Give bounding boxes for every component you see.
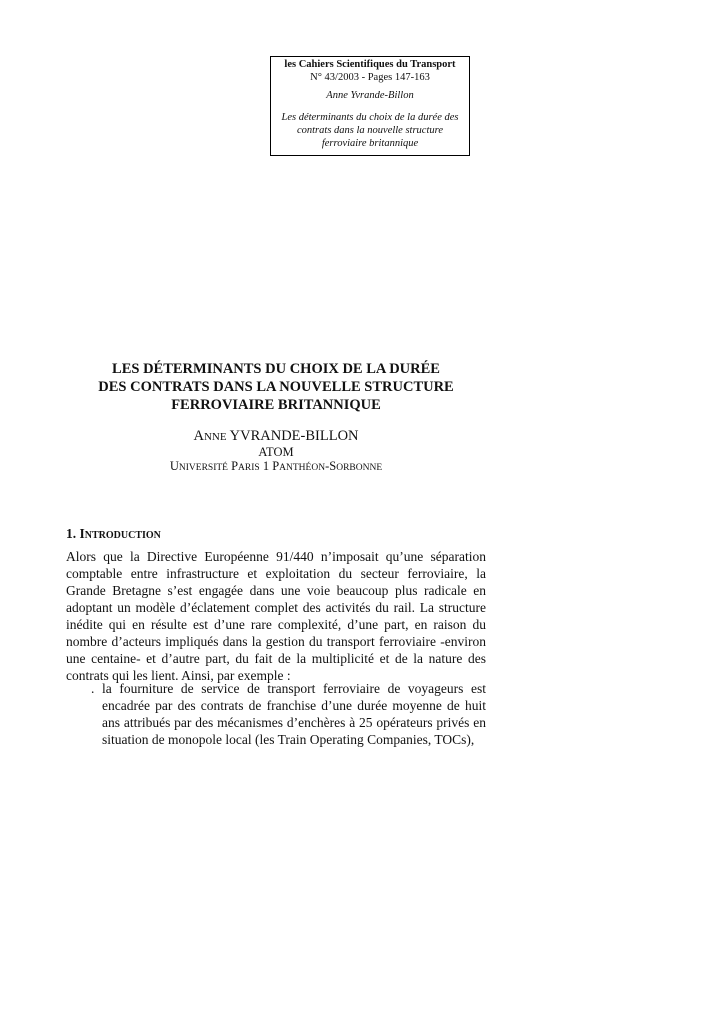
affil-part: 1 <box>259 459 273 473</box>
journal-info-box <box>270 56 470 156</box>
journal-box-title-line: contrats dans la nouvelle structure <box>296 125 443 136</box>
journal-box-title-line: Les déterminants du choix de la durée des <box>281 112 459 123</box>
author-last-name: YVRANDE-BILLON <box>226 428 359 444</box>
bullet-line: ans attribués par des mécanismes d’enchères à 25 opérateurs privés en <box>102 715 486 730</box>
author-first-rest: NNE <box>203 431 227 443</box>
section-title-initial: I <box>79 526 85 541</box>
journal-box-author: Anne Yvrande-Billon <box>326 90 414 101</box>
affil-part: ORBONNE <box>336 463 383 473</box>
journal-box-article-title <box>271 111 469 150</box>
affiliation-lab: ATOM <box>258 445 294 459</box>
bullet-item <box>92 680 486 748</box>
paragraph-line: inédite qui en résulte est d’une rare complexité, d’une part, en raison du <box>66 617 486 632</box>
paragraph-line: adoptant un modèle d’éclatement complet des activités du rail. La structure <box>66 600 486 615</box>
affil-part: U <box>169 459 179 473</box>
journal-box-title-line: ferroviaire britannique <box>321 138 419 149</box>
affil-part: P <box>227 459 239 473</box>
paragraph-line: contrats qui les lient. Ainsi, par exemple : <box>66 668 291 683</box>
bullet-line: la fourniture de service de transport ferroviaire de voyageurs est <box>102 681 486 696</box>
paragraph-line: comptable entre infrastructure et exploitation du secteur ferroviaire, la <box>66 566 486 581</box>
article-title-line: DES CONTRATS DANS LA NOUVELLE STRUCTURE <box>98 379 454 395</box>
bullet-text <box>102 680 486 748</box>
bullet-line: encadrée par des contrats de franchise d’une durée moyenne de huit <box>102 698 486 713</box>
affil-part: ARIS <box>238 463 260 473</box>
affiliation-university <box>60 459 492 475</box>
author-name <box>60 428 492 445</box>
section-number: 1. <box>66 526 80 541</box>
article-title <box>60 360 492 414</box>
journal-name: les Cahiers Scientifiques du Transport <box>284 59 456 70</box>
section-title-rest: NTRODUCTION <box>84 530 161 541</box>
affil-part: S <box>329 459 337 473</box>
affil-part: - <box>325 459 330 473</box>
bullet-line: situation de monopole local (les Train Operating Companies, TOCs), <box>102 732 475 747</box>
bullet-marker: . <box>91 681 95 696</box>
paragraph-line: Alors que la Directive Européenne 91/440 n’imposait qu’une séparation <box>66 549 486 564</box>
intro-paragraph <box>66 548 486 684</box>
paragraph-line: nombre d’acteurs impliqués dans la gestion du transport ferroviaire -environ <box>66 634 486 649</box>
affil-part: P <box>272 459 280 473</box>
author-first-initial: A <box>193 428 204 444</box>
article-title-line: LES DÉTERMINANTS DU CHOIX DE LA DURÉE <box>112 361 440 377</box>
section-heading <box>66 527 161 543</box>
journal-issue: N° 43/2003 - Pages 147-163 <box>310 72 430 83</box>
article-title-line: FERROVIAIRE BRITANNIQUE <box>171 397 381 413</box>
paragraph-line: Grande Bretagne s’est engagée dans une voie beaucoup plus radicale en <box>66 583 486 598</box>
affil-part: NIVERSITÉ <box>178 463 228 473</box>
paragraph-line: une centaine- et d’autre part, du fait de la multiplicité et de la nature des <box>66 651 486 666</box>
affil-part: ANTHÉON <box>279 463 326 473</box>
